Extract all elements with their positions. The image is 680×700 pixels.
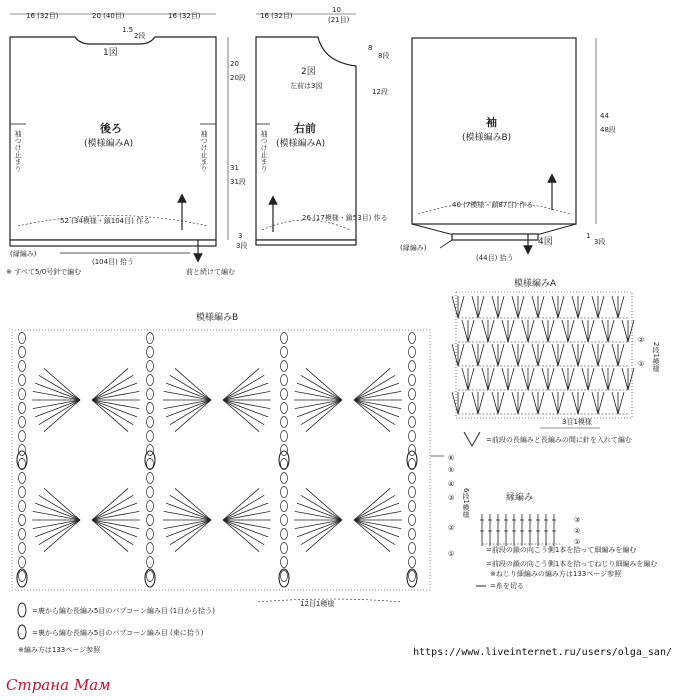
front-stitch: (模様編みA) <box>276 139 326 149</box>
chain-stitch <box>147 473 154 484</box>
pattern-b-row-mark: ② <box>448 524 455 532</box>
double-crochet-stitch <box>175 488 211 520</box>
double-crochet-stitch <box>488 320 494 342</box>
double-crochet-stitch <box>166 383 211 400</box>
chain-stitch <box>281 529 288 540</box>
chain-stitch <box>281 571 288 582</box>
double-crochet-stitch <box>518 392 524 414</box>
chain-stitch <box>409 375 416 386</box>
double-crochet-stitch <box>512 392 518 414</box>
double-crochet-stitch <box>297 520 342 537</box>
chain-stitch <box>19 529 26 540</box>
double-crochet-stitch <box>622 320 628 342</box>
pattern-b-legend-3: ※編み方は133ページ参照 <box>18 646 101 654</box>
back-top-mid-dim: 20 (40目) <box>92 12 125 20</box>
chain-stitch <box>409 389 416 400</box>
double-crochet-stitch <box>602 320 608 342</box>
pattern-b-row-mark: ④ <box>448 480 455 488</box>
back-side-lower-rows: 31段 <box>230 178 246 186</box>
chain-stitch <box>409 403 416 414</box>
sleeve-edge-h-rows: 3段 <box>594 238 606 246</box>
double-crochet-stitch <box>548 320 554 342</box>
double-crochet-stitch <box>92 400 128 432</box>
double-crochet-stitch <box>578 296 584 318</box>
chain-stitch <box>19 347 26 358</box>
double-crochet-stitch <box>498 296 504 318</box>
double-crochet-stitch <box>297 400 342 417</box>
double-crochet-stitch <box>578 392 584 414</box>
back-armhole-left: 袖つけ止まり <box>14 130 22 172</box>
double-crochet-stitch <box>354 400 390 432</box>
double-crochet-stitch <box>588 320 594 342</box>
double-crochet-stitch <box>592 392 598 414</box>
chain-stitch <box>19 361 26 372</box>
front-top-left-dim: 16 (32目) <box>260 12 293 20</box>
chain-stitch <box>281 487 288 498</box>
front-top-right-dim: 10 <box>332 6 341 14</box>
double-crochet-stitch <box>542 320 548 342</box>
chain-stitch <box>409 571 416 582</box>
popcorn-stitch <box>407 451 417 469</box>
double-crochet-stitch <box>35 520 80 537</box>
double-crochet-stitch <box>223 488 259 520</box>
double-crochet-stitch <box>35 383 80 400</box>
double-crochet-stitch <box>44 520 80 552</box>
double-crochet-stitch <box>468 368 474 390</box>
needle-note: ※ すべて5/0号針で編む <box>6 268 82 276</box>
pattern-b-row-mark: ③ <box>448 494 455 502</box>
double-crochet-stitch <box>44 400 80 432</box>
chain-stitch <box>19 557 26 568</box>
chain-stitch <box>281 361 288 372</box>
chain-stitch <box>147 571 154 582</box>
double-crochet-stitch <box>92 488 128 520</box>
chain-stitch <box>19 571 26 582</box>
front-neck-h: 8 <box>368 44 373 52</box>
chain-stitch <box>409 445 416 456</box>
sleeve-height-rows: 48段 <box>600 126 616 134</box>
edging-row-3: ③ <box>574 516 581 524</box>
double-crochet-stitch <box>622 368 628 390</box>
double-crochet-stitch <box>458 296 464 318</box>
sleeve-edge-pick: (44目) 拾う <box>476 254 514 262</box>
double-crochet-stitch <box>44 368 80 400</box>
sleeve-height: 44 <box>600 112 609 120</box>
front-neck-h-rows: 8段 <box>378 52 390 60</box>
double-crochet-stitch <box>538 344 544 366</box>
chain-stitch <box>19 403 26 414</box>
chain-stitch <box>409 557 416 568</box>
chain-stitch <box>147 361 154 372</box>
double-crochet-stitch <box>452 296 458 318</box>
chain-stitch <box>409 515 416 526</box>
double-crochet-stitch <box>528 368 534 390</box>
chain-stitch <box>19 375 26 386</box>
back-armhole-right: 袖つけ止まり <box>200 130 208 172</box>
chain-stitch <box>147 417 154 428</box>
double-crochet-stitch <box>592 296 598 318</box>
double-crochet-stitch <box>522 368 528 390</box>
pattern-b-legend-2: =裏から編む長編み5目のパプコーン編み目 (束に拾う) <box>32 629 204 637</box>
pattern-a-title: 模様編みA <box>514 279 557 289</box>
double-crochet-stitch <box>354 503 399 520</box>
popcorn-stitch <box>279 451 289 469</box>
double-crochet-stitch <box>35 400 80 417</box>
front-armhole: 袖つけ止まり <box>260 130 268 172</box>
edging-row-2: ② <box>574 527 581 535</box>
pattern-b-repeat: 12目1模様 <box>300 600 335 608</box>
chain-stitch <box>147 501 154 512</box>
pattern-b-chart <box>12 311 470 654</box>
edging-legend-1: =前段の鎖の向こう側1本を拾って細編みを編む <box>486 546 637 554</box>
front-piece-no: 2図 <box>301 67 316 77</box>
double-crochet-stitch <box>548 368 554 390</box>
popcorn-stitch <box>17 451 27 469</box>
chain-stitch <box>409 543 416 554</box>
double-crochet-stitch <box>512 344 518 366</box>
chain-stitch <box>409 501 416 512</box>
double-crochet-stitch <box>492 344 498 366</box>
source-url: https://www.liveinternet.ru/users/olga_san/ <box>413 647 672 658</box>
chain-stitch <box>281 557 288 568</box>
chain-stitch <box>147 389 154 400</box>
chain-stitch <box>19 389 26 400</box>
back-neck-depth: 1.5 <box>122 26 134 34</box>
pattern-a-repeat: 3目1模様 <box>562 418 592 426</box>
pattern-b-side-label: 6段1模様 <box>462 488 470 518</box>
front-piece <box>256 6 389 245</box>
back-edge-label: (縁編み) <box>10 250 37 258</box>
pattern-a-row-2: ② <box>638 336 645 344</box>
sleeve-edge-label: (縁編み) <box>400 244 427 252</box>
double-crochet-stitch <box>478 344 484 366</box>
double-crochet-stitch <box>223 520 268 537</box>
chain-stitch <box>147 431 154 442</box>
chain-stitch <box>147 557 154 568</box>
double-crochet-stitch <box>568 368 574 390</box>
back-name: 後ろ <box>100 122 122 135</box>
double-crochet-stitch <box>562 368 568 390</box>
edging-legend-2: =前段の鎖の向こう側1本を拾ってねじり細編みを編む <box>486 560 658 568</box>
back-side-upper: 20 <box>230 60 239 68</box>
chain-stitch <box>147 515 154 526</box>
double-crochet-stitch <box>568 320 574 342</box>
double-crochet-stitch <box>618 392 624 414</box>
double-crochet-stitch <box>582 368 588 390</box>
back-stitch: (模様編みA) <box>84 139 134 149</box>
double-crochet-stitch <box>522 320 528 342</box>
double-crochet-stitch <box>512 296 518 318</box>
double-crochet-stitch <box>458 392 464 414</box>
double-crochet-stitch <box>598 296 604 318</box>
double-crochet-stitch <box>608 320 614 342</box>
back-piece-no: 1図 <box>103 48 118 58</box>
chain-stitch <box>281 403 288 414</box>
double-crochet-stitch <box>528 320 534 342</box>
pattern-a-stitch-grid <box>452 292 634 418</box>
double-crochet-stitch <box>552 392 558 414</box>
double-crochet-stitch <box>492 392 498 414</box>
chain-stitch <box>281 543 288 554</box>
double-crochet-stitch <box>92 503 137 520</box>
chain-stitch <box>409 473 416 484</box>
double-crochet-stitch <box>612 296 618 318</box>
double-crochet-stitch <box>492 296 498 318</box>
double-crochet-stitch <box>558 392 564 414</box>
pattern-b-title: 模様編みB <box>196 313 239 323</box>
pattern-b-row-mark: ① <box>448 550 455 558</box>
double-crochet-stitch <box>558 296 564 318</box>
double-crochet-stitch <box>478 296 484 318</box>
double-crochet-stitch <box>508 320 514 342</box>
double-crochet-stitch <box>175 520 211 552</box>
double-crochet-stitch <box>538 392 544 414</box>
edging-legend-3: ※ねじり細編みの編み方は133ページ参照 <box>490 570 622 578</box>
double-crochet-stitch <box>223 400 268 417</box>
double-crochet-stitch <box>175 368 211 400</box>
pattern-b-legend-1: =裏から編む長編み5目のパプコーン編み目 (1目から拾う) <box>32 607 215 615</box>
chain-stitch <box>409 431 416 442</box>
double-crochet-stitch <box>508 368 514 390</box>
double-crochet-stitch <box>166 400 211 417</box>
double-crochet-stitch <box>175 400 211 432</box>
pattern-b-row-mark: ⑥ <box>448 454 455 462</box>
double-crochet-stitch <box>612 344 618 366</box>
double-crochet-stitch <box>592 344 598 366</box>
sleeve-edge-h: 1 <box>586 232 591 240</box>
double-crochet-stitch <box>488 368 494 390</box>
double-crochet-stitch <box>354 383 399 400</box>
chain-stitch <box>19 501 26 512</box>
chain-stitch <box>409 417 416 428</box>
sleeve-piece <box>400 38 616 262</box>
double-crochet-stitch <box>482 320 488 342</box>
double-crochet-stitch <box>598 344 604 366</box>
chain-stitch <box>281 375 288 386</box>
back-side-lower: 31 <box>230 164 239 172</box>
back-top-left-dim: 16 (32目) <box>26 12 59 20</box>
chain-stitch <box>19 515 26 526</box>
chain-stitch <box>281 431 288 442</box>
chain-stitch <box>409 333 416 344</box>
pattern-b-row-mark: ⑤ <box>448 466 455 474</box>
back-width-note: 52 (34模様・鎖104目) 作る <box>60 217 151 225</box>
double-crochet-stitch <box>223 368 259 400</box>
double-crochet-stitch <box>518 344 524 366</box>
back-top-right-dim: 16 (32目) <box>168 12 201 20</box>
pattern-b-stitch-grid <box>12 330 430 590</box>
back-cont-note: 前と続けて編む <box>186 268 235 276</box>
chain-stitch <box>19 417 26 428</box>
popcorn-stitch <box>145 451 155 469</box>
chain-stitch <box>409 347 416 358</box>
back-edge-h: 3 <box>238 232 243 240</box>
chain-stitch <box>19 431 26 442</box>
double-crochet-stitch <box>502 368 508 390</box>
edging-legend-4: =糸を切る <box>490 582 524 590</box>
pattern-a-row-1: ① <box>638 360 645 368</box>
chain-stitch <box>281 347 288 358</box>
chain-stitch <box>281 333 288 344</box>
double-crochet-stitch <box>92 520 137 537</box>
double-crochet-stitch <box>532 296 538 318</box>
chain-stitch <box>409 487 416 498</box>
back-edge-h-rows: 3段 <box>236 242 248 250</box>
double-crochet-stitch <box>518 296 524 318</box>
double-crochet-stitch <box>297 383 342 400</box>
double-crochet-stitch <box>582 320 588 342</box>
double-crochet-stitch <box>532 344 538 366</box>
sleeve-width-note: 40 (7模様・鎖87目) 作る <box>452 201 534 209</box>
double-crochet-stitch <box>92 368 128 400</box>
double-crochet-stitch <box>472 392 478 414</box>
double-crochet-stitch <box>628 368 634 390</box>
chain-stitch <box>19 543 26 554</box>
double-crochet-stitch <box>223 520 259 552</box>
pattern-b-row-marks <box>430 454 454 558</box>
double-crochet-stitch <box>92 400 137 417</box>
front-name: 右前 <box>294 122 316 135</box>
double-crochet-stitch <box>223 503 268 520</box>
chain-stitch <box>281 389 288 400</box>
double-crochet-stitch <box>44 488 80 520</box>
double-crochet-stitch <box>354 520 399 537</box>
chain-stitch <box>19 445 26 456</box>
edging-chart <box>476 491 657 590</box>
chain-stitch <box>19 333 26 344</box>
double-crochet-stitch <box>223 400 259 432</box>
pattern-a-chart <box>452 277 660 446</box>
double-crochet-stitch <box>628 320 634 342</box>
double-crochet-stitch <box>468 320 474 342</box>
double-crochet-stitch <box>612 392 618 414</box>
chain-stitch <box>281 473 288 484</box>
double-crochet-stitch <box>297 503 342 520</box>
back-neck-rows: 2段 <box>134 32 146 40</box>
double-crochet-stitch <box>482 368 488 390</box>
edging-row-1: ① <box>574 538 581 546</box>
sleeve-piece-no: 4図 <box>538 237 553 247</box>
double-crochet-stitch <box>598 392 604 414</box>
double-crochet-stitch <box>462 368 468 390</box>
double-crochet-stitch <box>478 392 484 414</box>
double-crochet-stitch <box>166 520 211 537</box>
double-crochet-stitch <box>498 344 504 366</box>
double-crochet-stitch <box>354 400 399 417</box>
double-crochet-stitch <box>562 320 568 342</box>
watermark-logo: Страна Мам <box>6 676 111 694</box>
chain-stitch <box>147 347 154 358</box>
sleeve-stitch: (模様編みB) <box>462 133 512 143</box>
double-crochet-stitch <box>572 296 578 318</box>
double-crochet-stitch <box>462 320 468 342</box>
back-edge-pick: (104目) 拾う <box>92 258 135 266</box>
edging-title: 縁編み <box>506 493 534 503</box>
front-top-right-rows: (21目) <box>328 16 350 24</box>
front-neck-mid-rows: 12段 <box>372 88 388 96</box>
double-crochet-stitch <box>452 392 458 414</box>
chain-stitch <box>147 333 154 344</box>
double-crochet-stitch <box>572 392 578 414</box>
chain-stitch <box>409 361 416 372</box>
double-crochet-stitch <box>538 296 544 318</box>
double-crochet-stitch <box>452 344 458 366</box>
front-width-num: 26 (17模様・鎖53目) 作る <box>302 214 388 222</box>
back-piece <box>6 12 247 276</box>
double-crochet-stitch <box>578 344 584 366</box>
chain-stitch <box>409 529 416 540</box>
double-crochet-stitch <box>92 383 137 400</box>
sleeve-name: 袖 <box>486 116 497 129</box>
double-crochet-stitch <box>588 368 594 390</box>
double-crochet-stitch <box>558 344 564 366</box>
double-crochet-stitch <box>92 520 128 552</box>
double-crochet-stitch <box>532 392 538 414</box>
chain-stitch <box>281 515 288 526</box>
chain-stitch <box>147 543 154 554</box>
double-crochet-stitch <box>542 368 548 390</box>
double-crochet-stitch <box>166 503 211 520</box>
front-sub-note: 左前は3図 <box>290 82 323 90</box>
pattern-a-side-label: 2段1模様 <box>652 342 660 372</box>
double-crochet-stitch <box>306 368 342 400</box>
chain-stitch <box>281 417 288 428</box>
chain-stitch <box>281 445 288 456</box>
chain-stitch <box>281 501 288 512</box>
double-crochet-stitch <box>552 344 558 366</box>
double-crochet-stitch <box>498 392 504 414</box>
double-crochet-stitch <box>618 344 624 366</box>
double-crochet-stitch <box>354 488 390 520</box>
double-crochet-stitch <box>618 296 624 318</box>
double-crochet-stitch <box>572 344 578 366</box>
chain-stitch <box>147 403 154 414</box>
double-crochet-stitch <box>608 368 614 390</box>
double-crochet-stitch <box>354 520 390 552</box>
double-crochet-stitch <box>306 488 342 520</box>
double-crochet-stitch <box>223 383 268 400</box>
double-crochet-stitch <box>458 344 464 366</box>
double-crochet-stitch <box>472 296 478 318</box>
chain-stitch <box>147 375 154 386</box>
double-crochet-stitch <box>602 368 608 390</box>
pattern-a-legend: =前段の長編みと長編みの間に針を入れて編む <box>486 436 632 444</box>
back-side-upper-rows: 20段 <box>230 74 246 82</box>
double-crochet-stitch <box>552 296 558 318</box>
double-crochet-stitch <box>306 520 342 552</box>
double-crochet-stitch <box>306 400 342 432</box>
double-crochet-stitch <box>354 368 390 400</box>
double-crochet-stitch <box>35 503 80 520</box>
chart-frame <box>12 330 430 590</box>
double-crochet-stitch <box>472 344 478 366</box>
chain-stitch <box>147 445 154 456</box>
chain-stitch <box>19 473 26 484</box>
chain-stitch <box>19 487 26 498</box>
double-crochet-stitch <box>502 320 508 342</box>
chain-stitch <box>147 529 154 540</box>
chain-stitch <box>147 487 154 498</box>
